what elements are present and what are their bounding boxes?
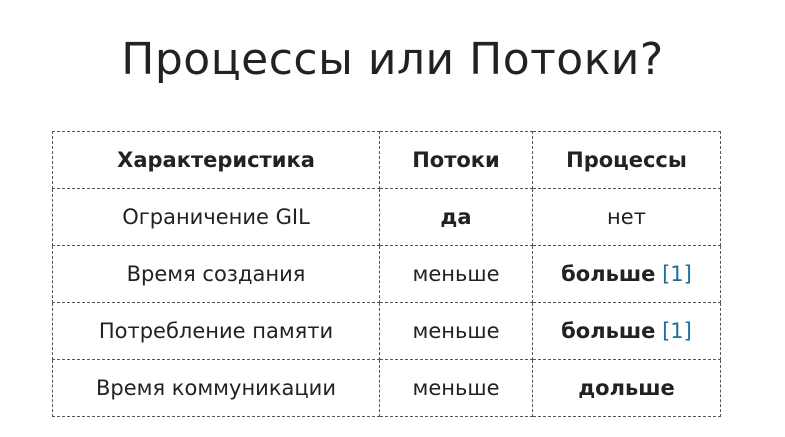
table-row bbox=[53, 360, 721, 417]
processes-value: больше bbox=[561, 262, 656, 286]
header-characteristic: Характеристика bbox=[53, 132, 380, 189]
threads-cell: меньше bbox=[380, 360, 533, 417]
comparison-table bbox=[52, 131, 721, 417]
feature-cell: Ограничение GIL bbox=[53, 189, 380, 246]
header-threads: Потоки bbox=[380, 132, 533, 189]
processes-cell bbox=[533, 360, 721, 417]
feature-cell: Время коммуникации bbox=[53, 360, 380, 417]
table-header-row bbox=[53, 132, 721, 189]
reference-link[interactable]: [1] bbox=[662, 262, 692, 286]
threads-cell: меньше bbox=[380, 246, 533, 303]
page-title: Процессы или Потоки? bbox=[121, 34, 664, 85]
feature-cell: Время создания bbox=[53, 246, 380, 303]
processes-value: дольше bbox=[578, 376, 675, 400]
reference-link[interactable]: [1] bbox=[662, 319, 692, 343]
table-row bbox=[53, 303, 721, 360]
threads-cell: да bbox=[380, 189, 533, 246]
table-row bbox=[53, 246, 721, 303]
processes-value: нет bbox=[607, 205, 646, 229]
processes-cell bbox=[533, 246, 721, 303]
table-row bbox=[53, 189, 721, 246]
processes-cell bbox=[533, 189, 721, 246]
header-processes: Процессы bbox=[533, 132, 721, 189]
threads-cell: меньше bbox=[380, 303, 533, 360]
processes-value: больше bbox=[561, 319, 656, 343]
processes-cell bbox=[533, 303, 721, 360]
feature-cell: Потребление памяти bbox=[53, 303, 380, 360]
